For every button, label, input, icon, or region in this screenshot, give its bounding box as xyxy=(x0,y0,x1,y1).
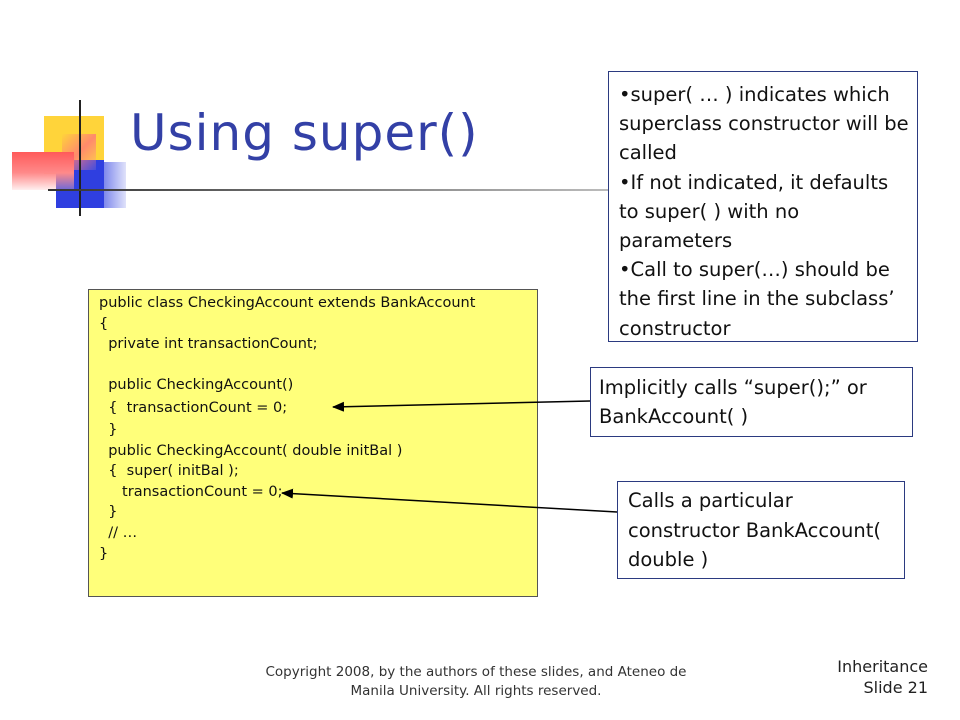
topic-label: Inheritance xyxy=(837,657,928,676)
code-listing xyxy=(88,289,538,597)
slide-footer xyxy=(837,656,928,698)
slide-title: Using super() xyxy=(130,104,479,162)
title-underline xyxy=(48,189,608,191)
code-line: } xyxy=(99,545,109,562)
code-line: public CheckingAccount() xyxy=(99,377,294,394)
code-line: private int transactionCount; xyxy=(99,336,318,353)
code-line xyxy=(99,355,527,376)
explicit-call-callout: Calls a particular constructor BankAccount( double ) xyxy=(617,481,905,579)
code-line: } xyxy=(99,421,118,438)
implicit-call-callout: Implicitly calls “super();” or BankAccount( ) xyxy=(590,367,913,437)
code-line: } xyxy=(99,504,118,521)
copyright-notice: Copyright 2008, by the authors of these slides, and Ateneo de Manila University. All rights reserved. xyxy=(265,664,687,699)
code-line: public class CheckingAccount extends BankAccount xyxy=(99,295,476,311)
decor-red-square xyxy=(12,152,74,190)
code-line: transactionCount = 0; xyxy=(99,483,283,500)
note-bullet: •Call to super(…) should be the first line in the subclass’ constructor xyxy=(619,258,895,340)
note-bullet: •super( … ) indicates which superclass constructor will be called xyxy=(619,83,909,165)
note-bullet: •If not indicated, it defaults to super( ) with no parameters xyxy=(619,170,889,253)
code-line: { xyxy=(99,315,109,332)
code-line: { super( initBal ); xyxy=(99,463,239,480)
code-line: { transactionCount = 0; xyxy=(99,399,288,416)
decor-vertical-line xyxy=(79,100,81,216)
code-line: public CheckingAccount( double initBal ) xyxy=(99,442,403,459)
super-notes-callout xyxy=(608,71,918,342)
slide-number: Slide 21 xyxy=(863,678,928,697)
code-line: // … xyxy=(99,524,138,541)
